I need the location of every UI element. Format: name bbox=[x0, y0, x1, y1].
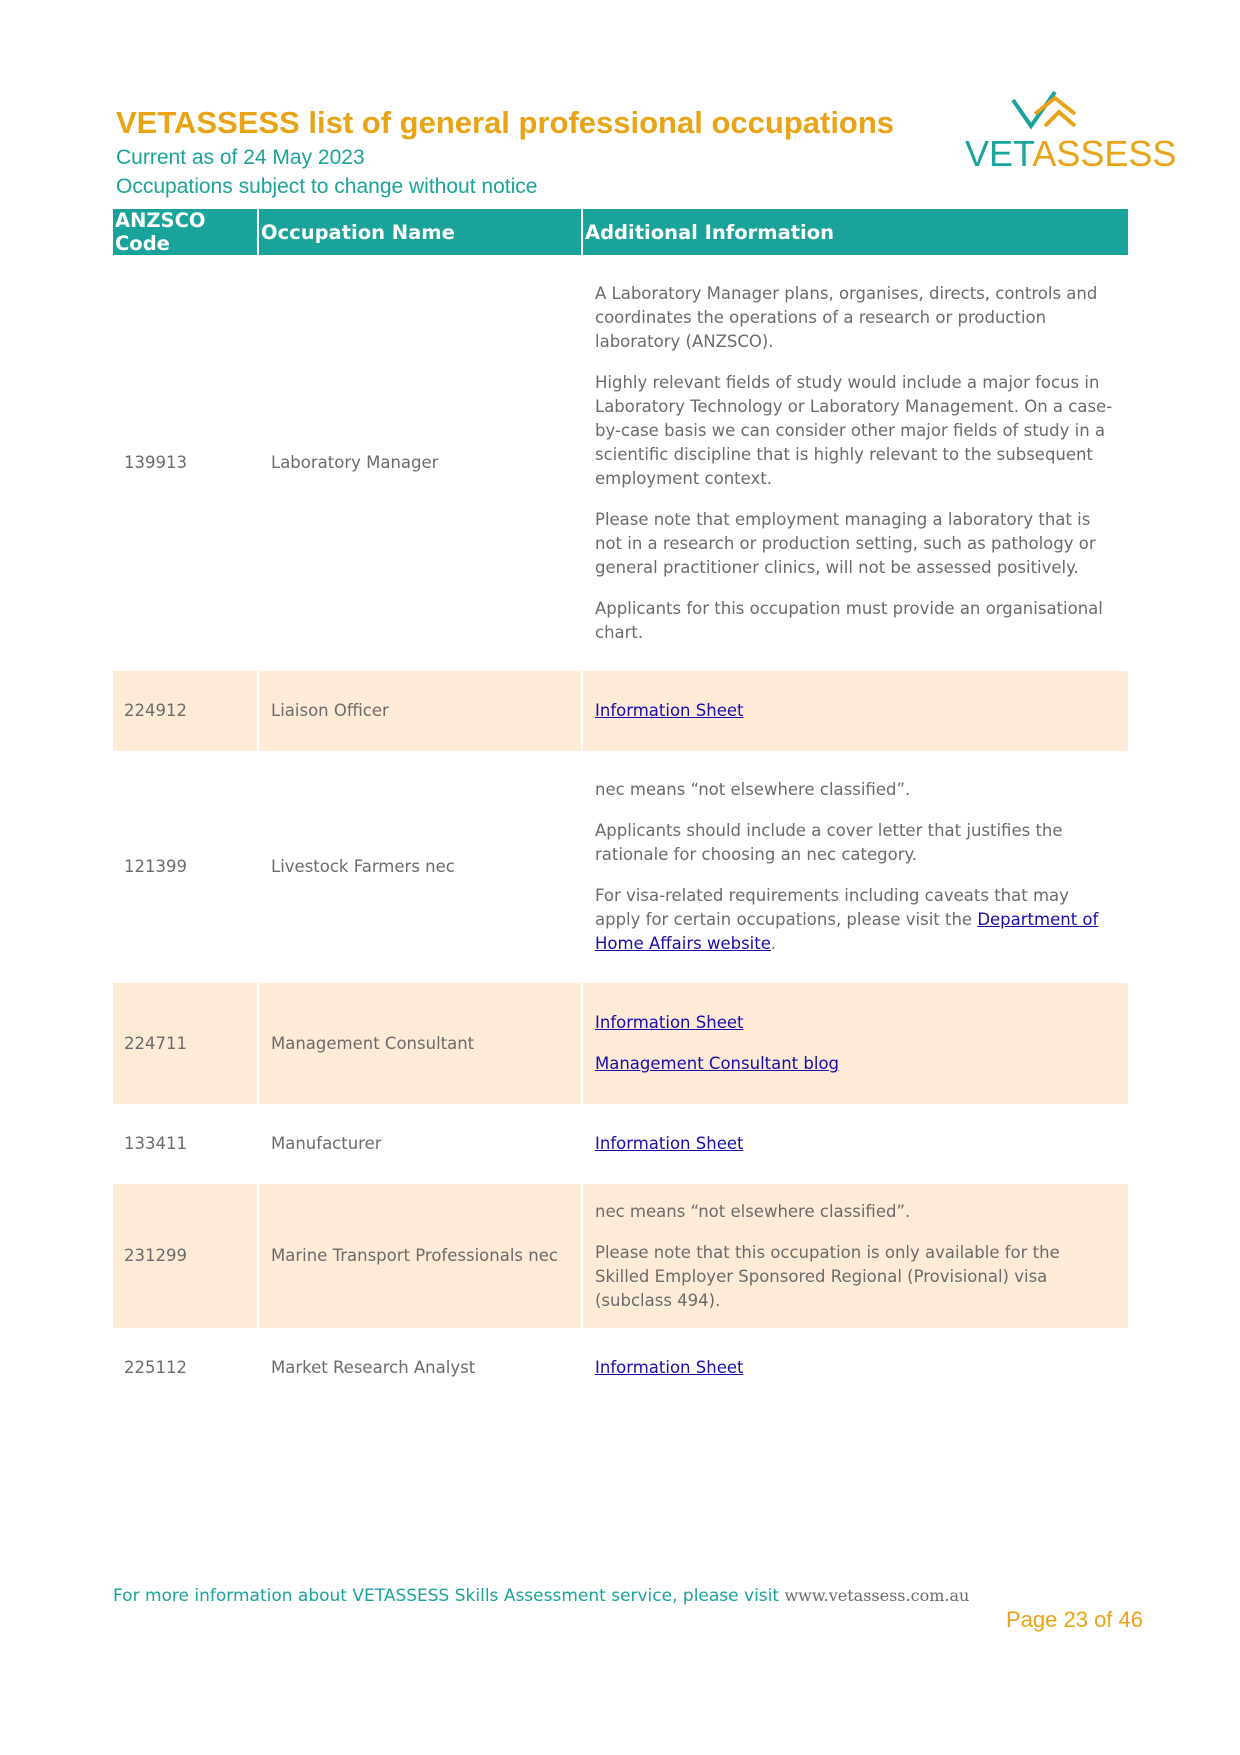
info-paragraph: Highly relevant fields of study would include a major focus in Laboratory Technology or Laboratory Management. On a case-by-case basis we can consider other major fields of study in a scientific discipline that is highly relevant to the subsequent employment context. bbox=[595, 372, 1113, 488]
info-paragraph bbox=[595, 1011, 1118, 1035]
home-affairs-link[interactable]: Department of Home Affairs website bbox=[595, 910, 1099, 953]
anzsco-code: 231299 bbox=[113, 1184, 258, 1328]
header-occupation-name: Occupation Name bbox=[258, 209, 582, 255]
occupation-name: Management Consultant bbox=[258, 983, 582, 1104]
info-paragraph bbox=[595, 884, 1118, 956]
page-number: Page 23 of 46 bbox=[1006, 1607, 1144, 1632]
info-paragraph: Applicants for this occupation must provide an organisational chart. bbox=[595, 598, 1103, 642]
header-anzsco-code: ANZSCO Code bbox=[113, 209, 258, 255]
additional-info bbox=[582, 1104, 1128, 1184]
anzsco-code: 121399 bbox=[113, 751, 258, 983]
logo-mark-icon bbox=[965, 88, 1135, 138]
information-sheet-link[interactable]: Information Sheet bbox=[595, 1134, 744, 1153]
consultant-blog-link[interactable]: Management Consultant blog bbox=[595, 1054, 840, 1073]
info-paragraph: nec means “not elsewhere classified”. bbox=[595, 1201, 911, 1221]
additional-info bbox=[582, 751, 1128, 983]
occupation-name: Manufacturer bbox=[258, 1104, 582, 1184]
logo-text-assess: ASSESS bbox=[1032, 133, 1177, 174]
info-paragraph: Please note that employment managing a laboratory that is not in a research or production setting, such as pathology or general practitioner clinics, will not be assessed positively. bbox=[595, 509, 1096, 577]
additional-info bbox=[582, 1184, 1128, 1328]
additional-info bbox=[582, 255, 1128, 671]
table-header-row bbox=[113, 209, 1128, 255]
occupation-name: Livestock Farmers nec bbox=[258, 751, 582, 983]
table-row bbox=[113, 1184, 1128, 1328]
additional-info bbox=[582, 1328, 1128, 1408]
anzsco-code: 139913 bbox=[113, 255, 258, 671]
additional-info bbox=[582, 671, 1128, 751]
header-additional-info: Additional Information bbox=[582, 209, 1128, 255]
page-footer bbox=[113, 1586, 969, 1606]
vetassess-logo bbox=[965, 88, 1177, 178]
anzsco-code: 224711 bbox=[113, 983, 258, 1104]
information-sheet-link[interactable]: Information Sheet bbox=[595, 1358, 744, 1377]
page-header bbox=[116, 103, 894, 201]
occupations-table bbox=[113, 209, 1128, 1408]
occupation-name: Marine Transport Professionals nec bbox=[258, 1184, 582, 1328]
table-row bbox=[113, 751, 1128, 983]
information-sheet-link[interactable]: Information Sheet bbox=[595, 701, 744, 720]
change-notice: Occupations subject to change without notice bbox=[116, 175, 538, 198]
info-paragraph: nec means “not elsewhere classified”. bbox=[595, 780, 911, 799]
information-sheet-link[interactable]: Information Sheet bbox=[595, 1013, 744, 1032]
table-row bbox=[113, 983, 1128, 1104]
table-row bbox=[113, 1328, 1128, 1408]
occupation-name: Market Research Analyst bbox=[258, 1328, 582, 1408]
info-paragraph: A Laboratory Manager plans, organises, directs, controls and coordinates the operations of a research or production laboratory (ANZSCO). bbox=[595, 283, 1098, 351]
anzsco-code: 225112 bbox=[113, 1328, 258, 1408]
logo-text-vet: VET bbox=[965, 133, 1033, 174]
footer-text: For more information about VETASSESS Skills Assessment service, please visit bbox=[113, 1586, 785, 1606]
anzsco-code: 133411 bbox=[113, 1104, 258, 1184]
anzsco-code: 224912 bbox=[113, 671, 258, 751]
info-text: . bbox=[770, 934, 777, 953]
table-row bbox=[113, 1104, 1128, 1184]
footer-url[interactable]: www.vetassess.com.au bbox=[784, 1586, 970, 1605]
info-text: For visa-related requirements including caveats that may apply for certain occupations, please visit the bbox=[595, 886, 1069, 929]
table-row bbox=[113, 255, 1128, 671]
info-paragraph: Please note that this occupation is only available for the Skilled Employer Sponsored Regional (Provisional) visa (subclass 494). bbox=[595, 1242, 1060, 1310]
current-date: Current as of 24 May 2023 bbox=[116, 146, 365, 169]
occupation-name: Laboratory Manager bbox=[258, 255, 582, 671]
occupation-name: Liaison Officer bbox=[258, 671, 582, 751]
info-paragraph: Applicants should include a cover letter that justifies the rationale for choosing an nec category. bbox=[595, 821, 1063, 864]
page-title: VETASSESS list of general professional occupations bbox=[116, 105, 895, 140]
additional-info bbox=[582, 983, 1128, 1104]
table-row bbox=[113, 671, 1128, 751]
logo-wordmark bbox=[965, 133, 1177, 174]
info-paragraph bbox=[595, 1052, 1118, 1076]
